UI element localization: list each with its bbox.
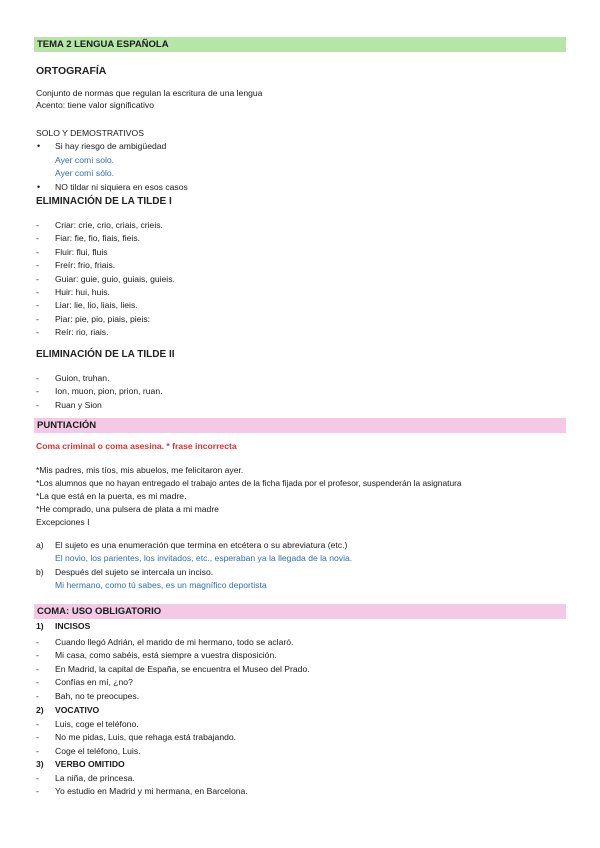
- example-text: Mi hermano, como tú sabes, es un magnífico deportista: [55, 580, 267, 590]
- acento-definition: Acento: tiene valor significativo: [36, 100, 154, 110]
- section-number: 1): [36, 621, 44, 631]
- dash-marker: -: [36, 287, 39, 297]
- bullet-icon: •: [37, 182, 41, 192]
- incisos-heading: INCISOS: [55, 621, 91, 631]
- dash-marker: -: [36, 650, 39, 661]
- topic-header-band: [34, 37, 566, 52]
- incisos-item: En Madrid, la capital de España, se encuentra el Museo del Prado.: [55, 663, 310, 674]
- dash-marker: -: [36, 773, 39, 783]
- tilde-i-item: Piar: pie, pio, piais, pieis:: [55, 313, 151, 324]
- tilde-i-item: Liar: lie, lio, liais, lieis.: [55, 300, 138, 311]
- bullet-text: Si hay riesgo de ambigüedad: [55, 141, 167, 151]
- tilde-i-item: Criar: crie, crio, criais, crieis.: [55, 220, 163, 230]
- exception-text: Después del sujeto se intercala un inciso.: [55, 567, 214, 577]
- topic-title: TEMA 2 LENGUA ESPAÑOLA: [37, 39, 169, 50]
- dash-marker: -: [36, 786, 39, 797]
- tilde-i-item: Fluir: flui, fluis: [55, 246, 108, 257]
- vocativo-item: Coge el teléfono, Luis.: [55, 745, 141, 756]
- incisos-item: Cuando llegó Adrián, el marido de mi hermano, todo se aclaró.: [55, 637, 294, 647]
- ortografia-definition: Conjunto de normas que regulan la escritura de una lengua: [36, 88, 263, 98]
- tilde-i-item: Reír: rio, riais.: [55, 327, 109, 338]
- vocativo-heading: VOCATIVO: [55, 705, 100, 715]
- exception-marker: b): [36, 567, 44, 577]
- section-number: 3): [36, 759, 44, 769]
- coma-title: COMA: USO OBLIGATORIO: [37, 606, 162, 617]
- puntuacion-title: PUNTIACIÓN: [37, 420, 97, 431]
- dash-marker: -: [36, 732, 39, 743]
- verbo-omitido-heading: VERBO OMITIDO: [55, 759, 125, 769]
- tilde-i-item: Huir: hui, huis.: [55, 287, 110, 297]
- dash-marker: -: [36, 300, 39, 311]
- dash-marker: -: [36, 399, 39, 410]
- example-text: Ayer comí sólo.: [55, 168, 115, 178]
- vocativo-item: Luis, coge el teléfono.: [55, 719, 139, 729]
- section-number: 2): [36, 705, 44, 715]
- verbo-omitido-item: Yo estudio en Madrid y mi hermana, en Barcelona.: [55, 786, 248, 797]
- incisos-item: Mi casa, como sabéis, está siempre a vuestra disposición.: [55, 650, 277, 661]
- dash-marker: -: [36, 233, 39, 244]
- incorrect-sentence: *Los alumnos que no hayan entregado el trabajo antes de la ficha fijada por el profesor, suspenderán la asignatura: [36, 478, 462, 488]
- incorrect-sentence: *He comprado, una pulsera de plata a mi madre: [36, 504, 219, 514]
- dash-marker: -: [36, 690, 39, 701]
- verbo-omitido-item: La niña, de princesa.: [55, 773, 135, 783]
- exceptions-heading: Excepciones I: [36, 517, 90, 527]
- dash-marker: -: [36, 313, 39, 324]
- dash-marker: -: [36, 719, 39, 729]
- tilde-ii-item: Guion, truhan.: [55, 373, 110, 383]
- dash-marker: -: [36, 260, 39, 271]
- tilde-i-item: Fiar: fie, fio, fiais, fieis.: [55, 233, 141, 244]
- solo-demostrativos-heading: SOLO Y DEMOSTRATIVOS: [36, 128, 144, 138]
- dash-marker: -: [36, 246, 39, 257]
- example-text: Ayer comí solo.: [55, 155, 115, 165]
- incorrect-sentence: *Mis padres, mis tíos, mis abuelos, me felicitaron ayer.: [36, 465, 244, 475]
- coma-band: [34, 604, 566, 619]
- tilde-ii-heading: ELIMINACIÓN DE LA TILDE II: [36, 349, 175, 360]
- dash-marker: -: [36, 386, 39, 397]
- incisos-item: Bah, no te preocupes.: [55, 690, 140, 701]
- dash-marker: -: [36, 373, 39, 383]
- tilde-i-item: Guiar: guie, guio, guiais, guieis.: [55, 273, 175, 284]
- incorrect-sentence: *La que está en la puerta, es mi madre.: [36, 491, 187, 501]
- dash-marker: -: [36, 327, 39, 338]
- exception-marker: a): [36, 540, 44, 550]
- puntuacion-band: [34, 418, 566, 433]
- dash-marker: -: [36, 677, 39, 688]
- tilde-i-heading: ELIMINACIÓN DE LA TILDE I: [36, 196, 172, 207]
- vocativo-item: No me pidas, Luis, que rehaga está trabajando.: [55, 732, 237, 743]
- dash-marker: -: [36, 637, 39, 647]
- bullet-icon: •: [37, 141, 41, 151]
- coma-criminal-note: Coma criminal o coma asesina. * frase incorrecta: [36, 441, 237, 451]
- example-text: El novio, los parientes, los invitados, etc., esperaban ya la llegada de la novia.: [55, 553, 353, 563]
- incisos-item: Confías en mí, ¿no?: [55, 677, 133, 688]
- bullet-text: NO tildar ni siquiera en esos casos: [55, 182, 188, 192]
- dash-marker: -: [36, 220, 39, 230]
- tilde-ii-item: Ruan y Sion: [55, 399, 102, 410]
- ortografia-heading: ORTOGRAFÍA: [36, 65, 107, 77]
- dash-marker: -: [36, 663, 39, 674]
- tilde-ii-item: Ion, muon, pion, prion, ruan.: [55, 386, 163, 397]
- tilde-i-item: Freír: frio, friais.: [55, 260, 116, 271]
- exception-text: El sujeto es una enumeración que termina en etcétera o su abreviatura (etc.): [55, 540, 348, 550]
- dash-marker: -: [36, 745, 39, 756]
- dash-marker: -: [36, 273, 39, 284]
